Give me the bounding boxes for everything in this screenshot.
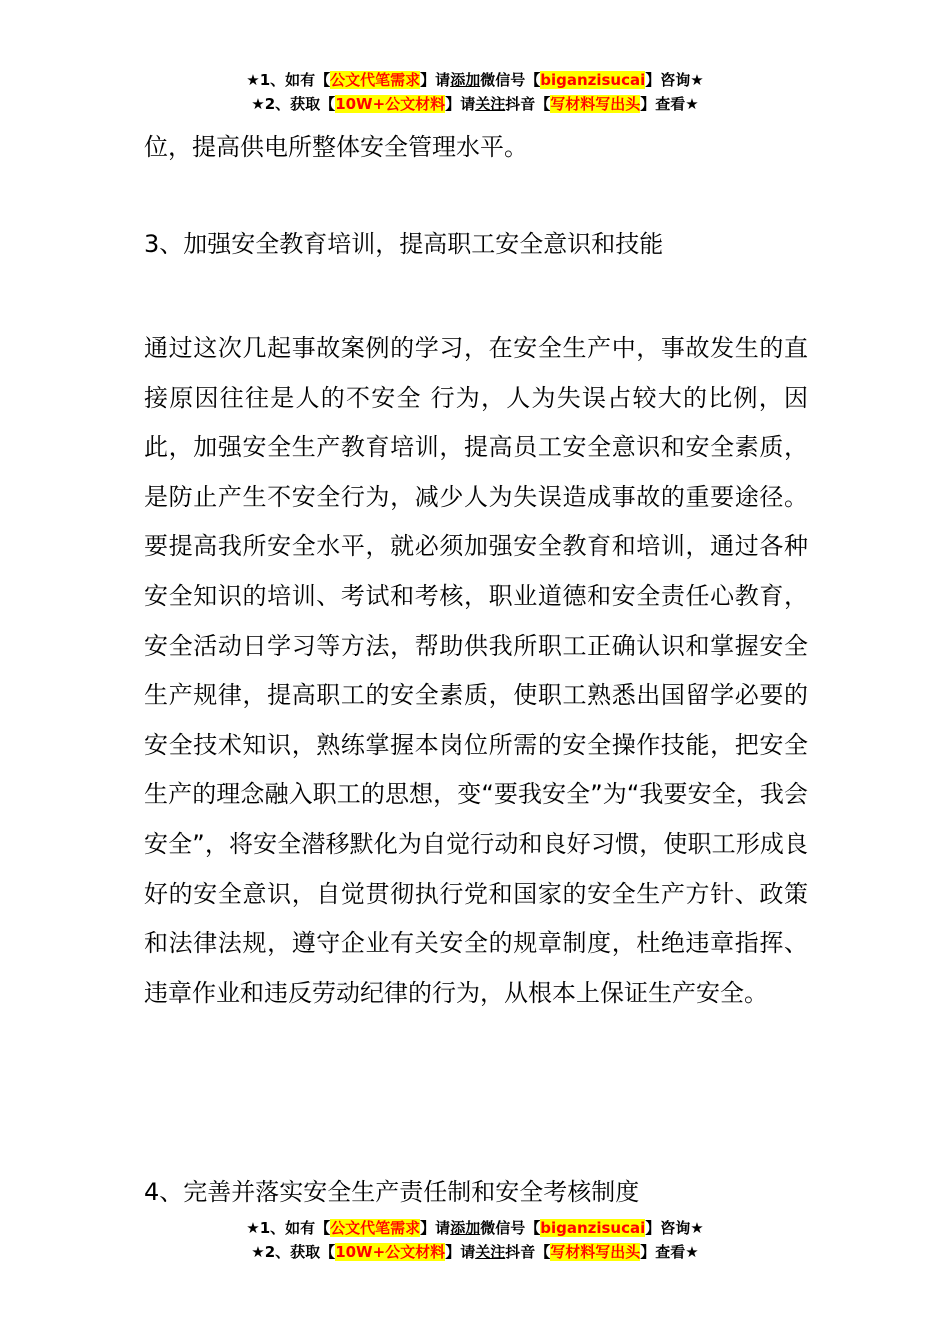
highlight-wechat-id: biganzisucai (540, 71, 646, 89)
highlight-materials: 10W+公文材料 (335, 1243, 446, 1261)
continuation-paragraph: 位，提高供电所整体安全管理水平。 (144, 133, 528, 161)
highlight-douyin: 写材料写出头 (550, 95, 641, 113)
banner-line-1: ★1、如有【公文代笔需求】请添加微信号【biganzisucai】咨询★ (246, 1219, 704, 1237)
highlight-materials: 10W+公文材料 (335, 95, 446, 113)
banner-line-2: ★2、获取【10W+公文材料】请关注抖音【写材料写出头】查看★ (251, 1243, 699, 1261)
footer-banner (0, 1216, 950, 1264)
body-paragraph: 通过这次几起事故案例的学习，在安全生产中，事故发生的直接原因往往是人的不安全 行为，人为失误占较大的比例，因此，加强安全生产教育培训，提高员工安全意识和安全素质，是防止产生不安全行为，减少人为失误造成事故的重要途径。要提高我所安全水平，就必须加强安全教育和培训，通过各种安全知识的培训、考试和考核，职业道德和安全责任心教育，安全活动日学习等方法，帮助供我所职工正确认识和掌握安全生产规律，提高职工的安全素质，使职工熟悉出国留学必要的安全技术知识，熟练掌握本岗位所需的安全操作技能，把安全生产的理念融入职工的思想，变“要我安全”为“我要安全，我会安全”，将安全潜移默化为自觉行动和良好习惯，使职工形成良好的安全意识，自觉贯彻执行党和国家的安全生产方针、政策和法律法规，遵守企业有关安全的规章制度，杜绝违章指挥、违章作业和违反劳动纪律的行为，从根本上保证生产安全。 (144, 334, 808, 1007)
section-heading-4: 4、完善并落实安全生产责任制和安全考核制度 (144, 1178, 640, 1206)
highlight-wechat-id: biganzisucai (540, 1219, 646, 1237)
banner-line-1: ★1、如有【公文代笔需求】请添加微信号【biganzisucai】咨询★ (246, 71, 704, 89)
highlight-service: 公文代笔需求 (330, 1219, 421, 1237)
section-heading-3: 3、加强安全教育培训，提高职工安全意识和技能 (144, 230, 664, 258)
header-banner (0, 68, 950, 116)
highlight-service: 公文代笔需求 (330, 71, 421, 89)
banner-line-2: ★2、获取【10W+公文材料】请关注抖音【写材料写出头】查看★ (251, 95, 699, 113)
highlight-douyin: 写材料写出头 (550, 1243, 641, 1261)
